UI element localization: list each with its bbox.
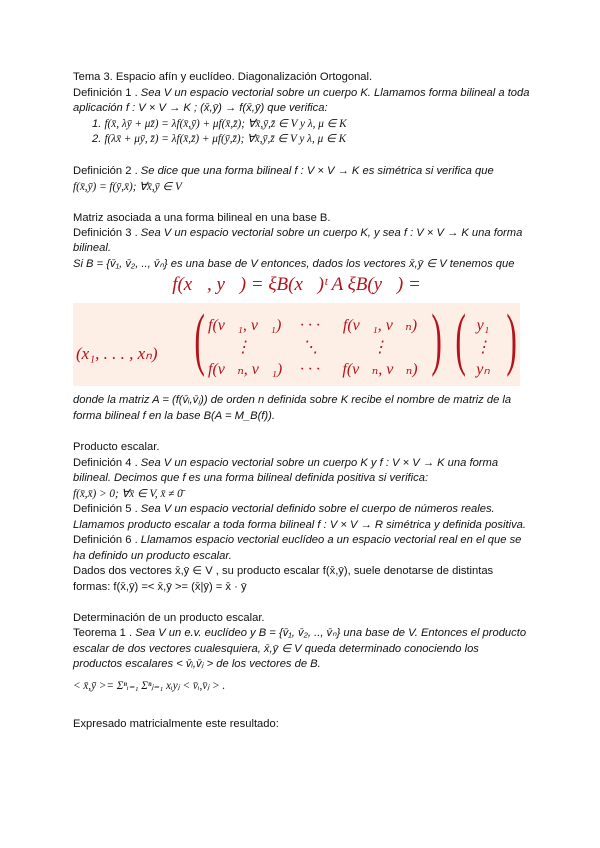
- def5-line-a: [73, 502, 495, 517]
- teo1-text-b: escalar de dos vectores cualesquiera, x̄,ȳ ∈ V queda determinado conociendo los: [73, 643, 479, 655]
- def2-text-a: Se dice que una forma bilineal f : V × V → K es simétrica si verifica que: [140, 165, 494, 177]
- teo1-sum-expression: < x̄,ȳ >= Σⁿᵢ₌₁ Σⁿⱼ₌₁ xᵢyⱼ < v̄ᵢ,v̄ⱼ > .: [73, 680, 226, 692]
- matrix-cell-3-1: f(v⃗ₙ, v⃗₁): [208, 361, 283, 378]
- closing-line: Expresado matricialmente este resultado:: [73, 718, 279, 730]
- formula-top-line: f(x⃗, y⃗) = ξB(x⃗)ᵗ A ξB(y⃗) =: [172, 274, 421, 295]
- matrix-cell-1-1: f(v⃗₁, v⃗₁): [208, 317, 282, 334]
- teo1-text-c: productos escalares < v̄ᵢ,v̄ⱼ > de los vectores de B.: [73, 658, 321, 670]
- column-entry-2: ⋮: [475, 339, 491, 356]
- def6-text-a: Llamamos espacio vectorial euclídeo a un espacio vectorial real en el que se: [140, 534, 522, 546]
- column-entry-3: yₙ: [476, 361, 490, 378]
- matrix-cell-2-1: ⋮: [235, 339, 251, 356]
- def4-text-a: Sea V un espacio vectorial sobre un cuerpo K y f : V × V → K una forma: [140, 457, 499, 469]
- def2-line-a: [73, 164, 494, 179]
- def1-text-b: aplicación f : V × V → K ; (x̄,ȳ) → f(x̄,ȳ) que verifica:: [73, 102, 328, 114]
- def5-label: Definición 5 .: [73, 503, 138, 515]
- def3-text-a: Sea V un espacio vectorial sobre un cuerpo K, y sea f : V × V → K una forma: [140, 227, 523, 239]
- formula-row-vector: (x₁, . . . , xₙ): [76, 344, 158, 363]
- def6-line-a: [73, 533, 521, 548]
- column-left-paren: (: [455, 301, 466, 378]
- def6-label: Definición 6 .: [73, 534, 138, 546]
- def6-text-b: ha definido un producto escalar.: [73, 550, 232, 562]
- teo1-label: Teorema 1 .: [73, 627, 133, 639]
- scalar-section-heading: Producto escalar.: [73, 441, 160, 453]
- matrix-section-heading: Matriz asociada a una forma bilineal en una base B.: [73, 212, 331, 224]
- determ-section-heading: Determinación de un producto escalar.: [73, 612, 265, 624]
- matrix-cell-2-2: ⋱: [302, 339, 318, 356]
- teo1-line-a: [73, 626, 526, 641]
- def2-label: Definición 2 .: [73, 165, 138, 177]
- after-formula-line-1: donde la matriz A = (f(v̄ᵢ,v̄ⱼ)) de orden n definida sobre K recibe el nombre de matriz de la: [73, 394, 512, 406]
- dados-line-1: Dados dos vectores x̄,ȳ ∈ V , su producto escalar f(x̄,ȳ), suele denotarse de distintas: [73, 565, 494, 577]
- def5-text-b: Llamamos producto escalar a toda forma bilineal f : V × V → R simétrica y definida positiva.: [73, 519, 526, 531]
- def2-text-b: f(x̄,ȳ) = f(ȳ,x̄); ∀x̄,ȳ ∈ V: [73, 181, 182, 193]
- def4-text-c: f(x̄,x̄) > 0; ∀x̄ ∈ V, x̄ ≠ 0̄: [73, 488, 183, 500]
- column-entry-1: y₁: [476, 317, 490, 334]
- def1-item-2-number: 2.: [92, 133, 102, 145]
- def1-text-a: Sea V un espacio vectorial sobre un cuerpo K. Llamamos forma bilineal a toda: [140, 87, 530, 99]
- page-heading: Tema 3. Espacio afín y euclídeo. Diagonalización Ortogonal.: [73, 71, 373, 83]
- def3-label: Definición 3 .: [73, 227, 138, 239]
- def3-text-c: Si B = {v̄₁, v̄₂, .., v̄ₙ} es una base de V entonces, dados los vectores x̄,ȳ ∈ V tenemos que: [73, 258, 515, 270]
- def4-label: Definición 4 .: [73, 457, 138, 469]
- matrix-cell-3-3: f(v⃗ₙ, v⃗ₙ): [342, 361, 418, 378]
- def1-label: Definición 1 .: [73, 87, 138, 99]
- def1-item-2: [92, 132, 346, 147]
- def5-text-a: Sea V un espacio vectorial definido sobre el cuerpo de números reales.: [140, 503, 495, 515]
- def3-line-a: [73, 226, 522, 241]
- matrix-left-paren: (: [194, 301, 205, 378]
- matrix-cell-2-3: ⋮: [372, 339, 388, 356]
- def1-item-2-text: f(λx̄ + μȳ, z̄) = λf(x̄,z̄) + μf(ȳ,z̄); ∀x̄,ȳ,z̄ ∈ V y λ, μ ∈ K: [104, 133, 347, 145]
- matrix-right-paren: ): [431, 301, 442, 378]
- def3-text-b: bilineal.: [73, 242, 111, 254]
- def1-item-1-number: 1.: [92, 118, 102, 130]
- def1-item-1-text: f(x̄, λȳ + μz̄) = λf(x̄,ȳ) + μf(x̄,z̄); ∀x̄,ȳ,z̄ ∈ V y λ, μ ∈ K: [104, 118, 347, 130]
- matrix-cell-1-3: f(v⃗₁, v⃗ₙ): [342, 317, 418, 334]
- def1-item-1: [92, 117, 347, 132]
- def4-line-a: [73, 456, 498, 471]
- dados-line-2: formas: f(x̄,ȳ) =< x̄,ȳ >= (x̄|ȳ) = x̄ · ȳ: [73, 581, 247, 593]
- def4-text-b: bilineal. Decimos que f es una forma bilineal definida positiva si verifica:: [73, 472, 429, 484]
- teo1-text-a: Sea V un e.v. euclídeo y B = {v̄₁, v̄₂, .., v̄ₙ} una base de V. Entonces el producto: [135, 627, 527, 639]
- def1-line-a: [73, 86, 529, 101]
- matrix-cell-3-2: · · ·: [300, 361, 320, 378]
- after-formula-line-2: forma bilineal f en la base B(A = M_B(f)).: [73, 410, 275, 422]
- column-right-paren: ): [506, 301, 517, 378]
- matrix-cell-1-2: · · ·: [300, 317, 320, 334]
